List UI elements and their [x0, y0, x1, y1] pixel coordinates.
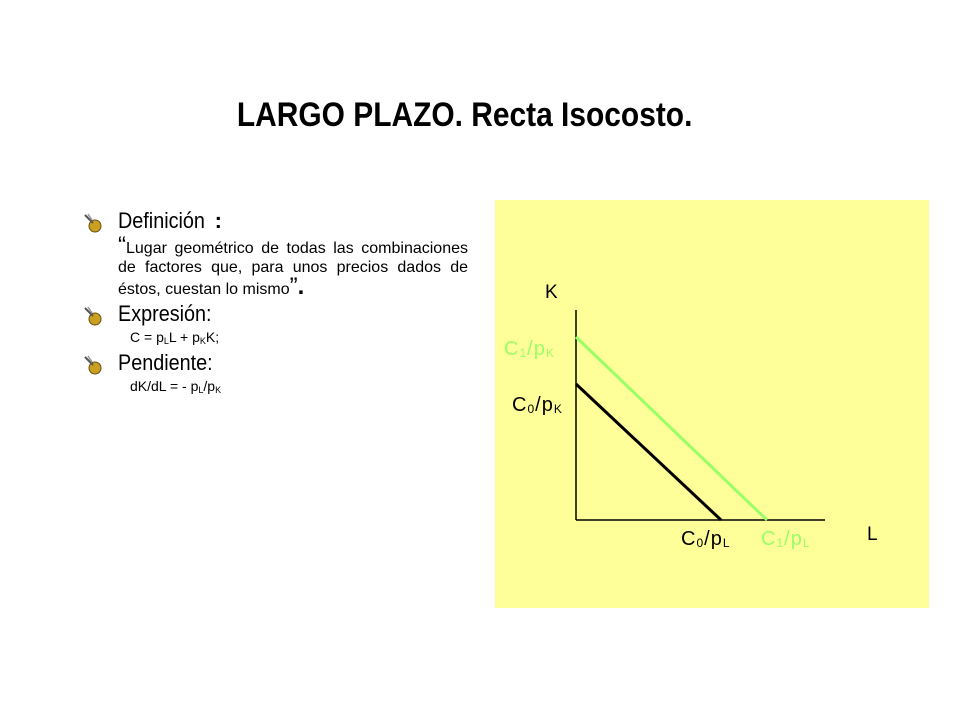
- definicion-quote-text: Lugar geométrico de todas las combinaciones de factores que, para unos precios dados de éstos, cuestan lo mismo: [118, 240, 468, 298]
- definicion-label: Definición: [118, 208, 205, 233]
- bullet-icon: [82, 354, 104, 376]
- bullet-icon: [82, 305, 104, 327]
- bullet-pendiente: [82, 350, 468, 376]
- bullet-definicion: Definición :: [82, 208, 468, 234]
- label-c1-pl: $C_1/p_L$: [761, 528, 811, 550]
- expresion-label: Expresión:: [118, 301, 212, 326]
- slide-title: LARGO PLAZO. Recta Isocosto.: [236, 96, 693, 134]
- axis-x-label: L: [867, 524, 879, 545]
- pendiente-label: Pendiente:: [118, 350, 213, 375]
- isocost-diagram: [495, 200, 929, 608]
- label-c0-pk: $C_0/p_K$: [512, 394, 563, 416]
- axis-y-label: K: [545, 282, 559, 303]
- pendiente-formula: dK/dL = - $p_L/p_K$: [130, 378, 222, 395]
- isocost-line-c1: [576, 337, 767, 520]
- definicion-text: “Lugar geométrico de todas las combinaciones de factores que, para unos precios dados de éstos, cuestan lo mismo”.: [118, 232, 468, 300]
- expresion-formula: $C = p_LL + p_KK$;: [130, 329, 220, 346]
- bullet-icon: [82, 212, 104, 234]
- bullet-expresion: [82, 301, 468, 327]
- label-c1-pk: $C_1/p_K$: [504, 338, 555, 360]
- bullet-list: [82, 208, 468, 399]
- label-c0-pl: $C_0/p_L$: [681, 528, 731, 550]
